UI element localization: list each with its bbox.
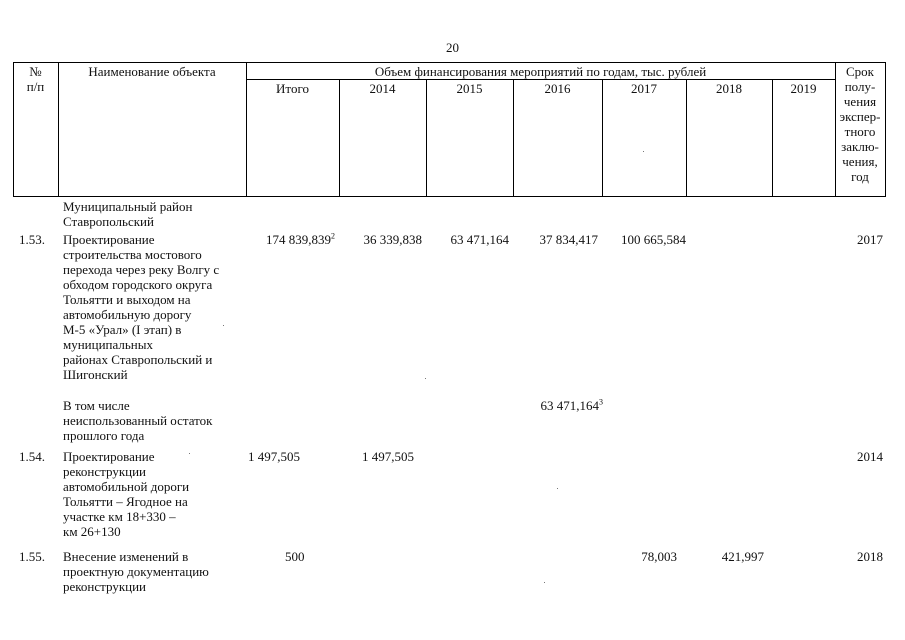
row-deadline: 2018 <box>857 549 883 564</box>
text: строительства мостового <box>63 247 202 262</box>
col-2017-header: 2017 <box>631 81 657 96</box>
funding-title: Объем финансирования мероприятий по годам, тыс. рублей <box>374 64 707 79</box>
grid-line <box>339 79 340 197</box>
text: Проектирование <box>63 449 155 464</box>
text: районах Ставропольский и <box>63 352 213 367</box>
text: Проектирование <box>63 232 155 247</box>
text: реконструкции <box>63 464 147 479</box>
row-total: 500 <box>285 549 305 564</box>
row-total <box>246 232 335 247</box>
col-2014-header: 2014 <box>369 81 396 96</box>
text: год <box>851 169 869 184</box>
text: обходом городского округа <box>63 277 213 292</box>
row-2018: 421,997 <box>721 549 764 564</box>
text: Шигонский <box>63 367 128 382</box>
header-bottom-border <box>13 196 886 197</box>
text: М-5 «Урал» (I этап) в <box>63 322 182 337</box>
grid-line <box>513 79 514 197</box>
footnote-ref: 3 <box>599 397 603 407</box>
text: автомобильной дороги <box>63 479 190 494</box>
text: 63 471,164 <box>540 398 599 413</box>
text: реконструкции <box>63 579 147 594</box>
page-number: 20 <box>446 40 459 55</box>
scan-speck <box>557 488 558 489</box>
text: Внесение изменений в <box>63 549 189 564</box>
text: Тольятти – Ягодное на <box>63 494 188 509</box>
text: Срок <box>846 64 874 79</box>
text: п/п <box>26 79 45 94</box>
text: В том числе <box>63 398 130 413</box>
text: чения <box>843 94 877 109</box>
scan-speck <box>544 582 545 583</box>
grid-line <box>885 62 886 197</box>
scan-speck <box>223 325 224 326</box>
col-2019-header: 2019 <box>790 81 817 96</box>
row-name <box>63 232 219 382</box>
text: экспер- <box>839 109 881 124</box>
row-deadline: 2017 <box>857 232 883 247</box>
text: проектную документацию <box>63 564 209 579</box>
text: прошлого года <box>63 428 145 443</box>
header-top-border <box>13 62 886 63</box>
row-total: 1 497,505 <box>248 449 300 464</box>
row-name <box>63 398 213 443</box>
scan-speck <box>425 378 426 379</box>
text: км 26+130 <box>63 524 121 539</box>
text: Тольятти и выходом на <box>63 292 191 307</box>
row-2017: 100 665,584 <box>621 232 686 247</box>
grid-line <box>426 79 427 197</box>
col-name-header: Наименование объекта <box>88 64 216 79</box>
col-2015-header: 2015 <box>456 81 483 96</box>
row-2017: 78,003 <box>641 549 677 564</box>
text: полу- <box>844 79 876 94</box>
text: неиспользованный остаток <box>63 413 213 428</box>
row-2015: 63 471,164 <box>450 232 509 247</box>
footnote-ref: 2 <box>331 231 335 241</box>
grid-line <box>772 79 773 197</box>
grid-line <box>58 62 59 197</box>
col-2016-header: 2016 <box>544 81 571 96</box>
text: участке км 18+330 – <box>63 509 176 524</box>
row-number: 1.54. <box>19 449 45 464</box>
scan-speck <box>189 453 190 454</box>
text: 174 839,839 <box>266 232 331 247</box>
text: перехода через реку Волгу с <box>63 262 220 277</box>
funding-sub-border <box>246 79 835 80</box>
text: Муниципальный район <box>63 199 193 214</box>
row-deadline: 2014 <box>857 449 883 464</box>
text: автомобильную дорогу <box>63 307 192 322</box>
col-total-header: Итого <box>276 81 309 96</box>
col-num-header <box>13 64 58 94</box>
row-2016: 37 834,417 <box>539 232 598 247</box>
scan-speck <box>643 151 644 152</box>
text: заклю- <box>841 139 879 154</box>
text: № <box>29 64 42 79</box>
col-deadline-header <box>835 64 885 184</box>
text: чения, <box>842 154 878 169</box>
col-2018-header: 2018 <box>716 81 742 96</box>
row-number: 1.53. <box>19 232 45 247</box>
row-2016 <box>513 398 603 413</box>
grid-line <box>602 79 603 197</box>
row-name <box>63 449 189 539</box>
row-name <box>63 549 209 594</box>
section-heading <box>63 199 192 229</box>
text: тного <box>844 124 876 139</box>
text: Ставропольский <box>63 214 154 229</box>
row-number: 1.55. <box>19 549 45 564</box>
text: муниципальных <box>63 337 154 352</box>
grid-line <box>686 79 687 197</box>
row-2014: 36 339,838 <box>363 232 422 247</box>
row-2014: 1 497,505 <box>362 449 414 464</box>
